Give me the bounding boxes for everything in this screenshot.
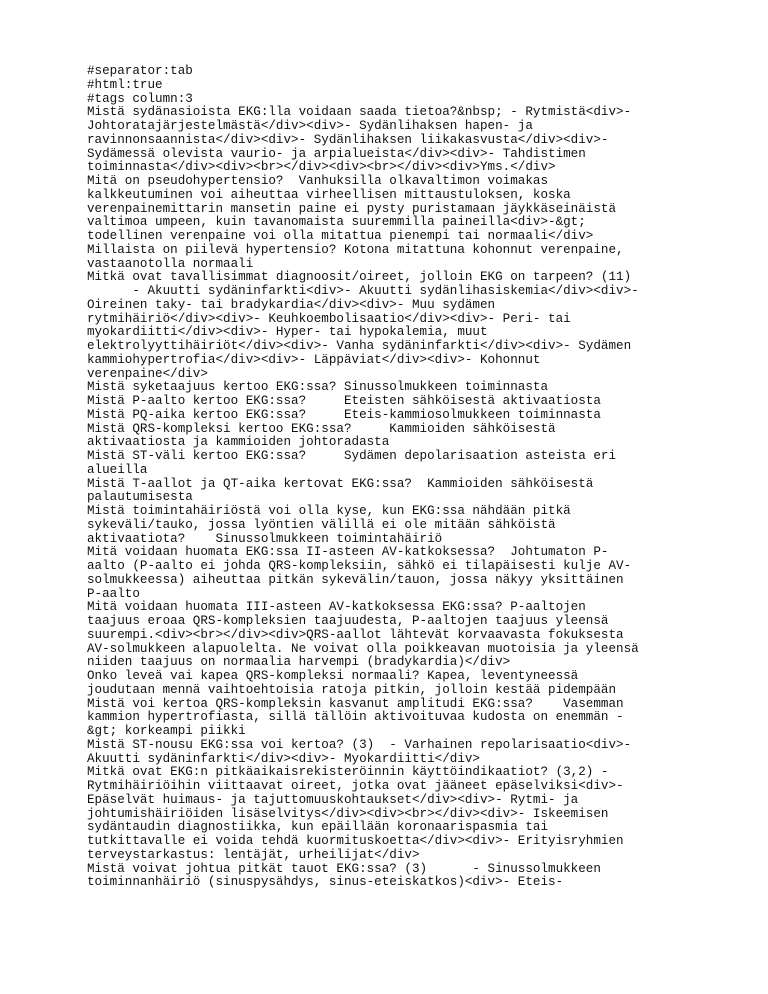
text-line: #tags column:3 bbox=[87, 91, 193, 106]
text-line: Akuutti sydäninfarkti</div><div>- Myokardiitti</div> bbox=[87, 751, 480, 766]
text-line: Johtoratajärjestelmästä</div><div>- Sydänlihaksen hapen- ja bbox=[87, 119, 533, 133]
text-line: Mistä toimintahäiriöstä voi olla kyse, kun EKG:ssa nähdään pitkä bbox=[87, 504, 571, 518]
text-line: Sydämessä olevista vaurio- ja arpialueista</div><div>- Tahdistimen bbox=[87, 146, 586, 161]
text-line: Rytmihäiriöihin viittaavat oireet, jotka ovat jääneet epäselviksi<div>- bbox=[87, 779, 624, 793]
text-line: Onko leveä vai kapea QRS-kompleksi normaali? Kapea, leventyneessä bbox=[87, 669, 579, 683]
text-line: Mistä P-aalto kertoo EKG:ssa? Eteisten sähköisestä aktivaatiosta bbox=[87, 394, 601, 408]
text-line: todellinen verenpaine voi olla mitattua pienempi tai normaali</div> bbox=[87, 229, 594, 243]
text-line: Mistä QRS-kompleksi kertoo EKG:ssa? Kammioiden sähköisestä bbox=[87, 421, 556, 436]
text-line: elektrolyyttihäiriöt</div><div>- Vanha sydäninfarkti</div><div>- Sydämen bbox=[87, 339, 632, 353]
text-line: taajuus eroaa QRS-kompleksien taajuudesta, P-aaltojen taajuus yleensä bbox=[87, 614, 609, 628]
text-line: AV-solmukkeen alapuolelta. Ne voivat olla poikkeavan muotoisia ja yleensä bbox=[87, 641, 639, 656]
text-line: verenpainemittarin mansetin paine ei pysty puristamaan jäykkäseinäistä bbox=[87, 201, 617, 216]
text-line: Mitkä ovat EKG:n pitkäaikaisrekisteröinnin käyttöindikaatiot? (3,2) - bbox=[87, 765, 609, 780]
text-line: verenpaine</div> bbox=[87, 366, 208, 381]
text-line: suurempi.<div><br></div><div>QRS-aallot lähtevät korvaavasta fokuksesta bbox=[87, 627, 624, 642]
text-line: - Akuutti sydäninfarkti<div>- Akuutti sydänlihasiskemia</div><div>- bbox=[87, 284, 639, 298]
text-line: johtumishäiriöiden lisäselvitys</div><div><br></div><div>- Iskeemisen bbox=[87, 806, 609, 821]
text-line: vastaanotolla normaali bbox=[87, 256, 254, 271]
text-line: sydäntaudin diagnostiikka, kun epäillään koronaarispasmia tai bbox=[87, 820, 549, 835]
text-line: Mistä T-aallot ja QT-aika kertovat EKG:ssa? Kammioiden sähköisestä bbox=[87, 476, 594, 491]
text-line: aalto (P-aalto ei johda QRS-kompleksiin, sähkö ei tilapäisesti kulje AV- bbox=[87, 559, 632, 573]
text-line: kalkkeutuminen voi aiheuttaa virheellisen mittaustuloksen, koska bbox=[87, 187, 571, 202]
text-line: niiden taajuus on normaalia harvempi (bradykardia)</div> bbox=[87, 655, 511, 670]
text-line: kammion hypertrofiasta, sillä tällöin aktivoituvaa kudosta on enemmän - bbox=[87, 710, 624, 725]
text-line: sykeväli/tauko, jossa lyöntien välillä ei ole mitään sähköistä bbox=[87, 517, 556, 532]
text-line: tutkittavalle ei voida tehdä kuormituskoetta</div><div>- Erityisryhmien bbox=[87, 834, 624, 848]
text-line: valtimoa umpeen, kuin tavanomaista suuremmilla paineilla<div>-&gt; bbox=[87, 215, 586, 230]
text-line: P-aalto bbox=[87, 586, 140, 601]
text-line: solmukkeessa) aiheuttaa pitkän sykevälin/tauon, jossa näkyy yksittäinen bbox=[87, 572, 624, 587]
text-line: Mitä voidaan huomata EKG:ssa II-asteen AV-katkoksessa? Johtumaton P- bbox=[87, 545, 609, 560]
text-line: Epäselvät huimaus- ja tajuttomuuskohtaukset</div><div>- Rytmi- ja bbox=[87, 792, 579, 807]
text-line: toiminnasta</div><div><br></div><div><br></div><div>Yms.</div> bbox=[87, 160, 556, 175]
text-line: Oireinen taky- tai bradykardia</div><div>- Muu sydämen bbox=[87, 297, 496, 312]
text-line: kammiohypertrofia</div><div>- Läppäviat</div><div>- Kohonnut bbox=[87, 352, 541, 367]
text-line: Mitä on pseudohypertensio? Vanhuksilla olkavaltimon voimakas bbox=[87, 174, 549, 188]
text-line: aktivaatiosta ja kammioiden johtoradasta bbox=[87, 435, 390, 450]
text-line: rytmihäiriö</div><div>- Keuhkoembolisaatio</div><div>- Peri- tai bbox=[87, 311, 571, 326]
text-line: ravinnonsaannista</div><div>- Sydänlihaksen liikakasvusta</div><div>- bbox=[87, 132, 609, 147]
text-line: palautumisesta bbox=[87, 490, 193, 505]
export-text-body bbox=[87, 65, 687, 890]
text-line: joudutaan mennä vaihtoehtoisia ratoja pitkin, jolloin kestää pidempään bbox=[87, 682, 617, 697]
text-line: Mistä voivat johtua pitkät tauot EKG:ssa? (3) - Sinussolmukkeen bbox=[87, 861, 601, 876]
text-line: terveystarkastus: lentäjät, urheilijat</div> bbox=[87, 847, 420, 862]
text-line: Mistä ST-väli kertoo EKG:ssa? Sydämen depolarisaation asteista eri bbox=[87, 449, 617, 463]
text-line: #html:true bbox=[87, 77, 163, 92]
text-line: myokardiitti</div><div>- Hyper- tai hypokalemia, muut bbox=[87, 325, 488, 340]
text-line: Mistä voi kertoa QRS-kompleksin kasvanut amplitudi EKG:ssa? Vasemman bbox=[87, 696, 624, 711]
text-line: Mistä syketaajuus kertoo EKG:ssa? Sinussolmukkeen toiminnasta bbox=[87, 380, 549, 395]
text-line: &gt; korkeampi piikki bbox=[87, 724, 246, 738]
text-line: Mistä sydänasioista EKG:lla voidaan saada tietoa?&nbsp; - Rytmistä<div>- bbox=[87, 105, 632, 120]
text-line: aktivaatiota? Sinussolmukkeen toimintahäiriö bbox=[87, 531, 443, 546]
text-line: alueilla bbox=[87, 462, 148, 477]
text-line: toiminnanhäiriö (sinuspysähdys, sinus-eteiskatkos)<div>- Eteis- bbox=[87, 875, 564, 890]
text-line: Mitkä ovat tavallisimmat diagnoosit/oireet, jolloin EKG on tarpeen? (11) bbox=[87, 270, 632, 285]
text-line: Millaista on piilevä hypertensio? Kotona mitattuna kohonnut verenpaine, bbox=[87, 242, 624, 257]
text-line: Mistä ST-nousu EKG:ssa voi kertoa? (3) - Varhainen repolarisaatio<div>- bbox=[87, 737, 632, 752]
text-line: Mitä voidaan huomata III-asteen AV-katkoksessa EKG:ssa? P-aaltojen bbox=[87, 600, 586, 615]
text-line: #separator:tab bbox=[87, 64, 193, 78]
text-line: Mistä PQ-aika kertoo EKG:ssa? Eteis-kammiosolmukkeen toiminnasta bbox=[87, 407, 601, 422]
